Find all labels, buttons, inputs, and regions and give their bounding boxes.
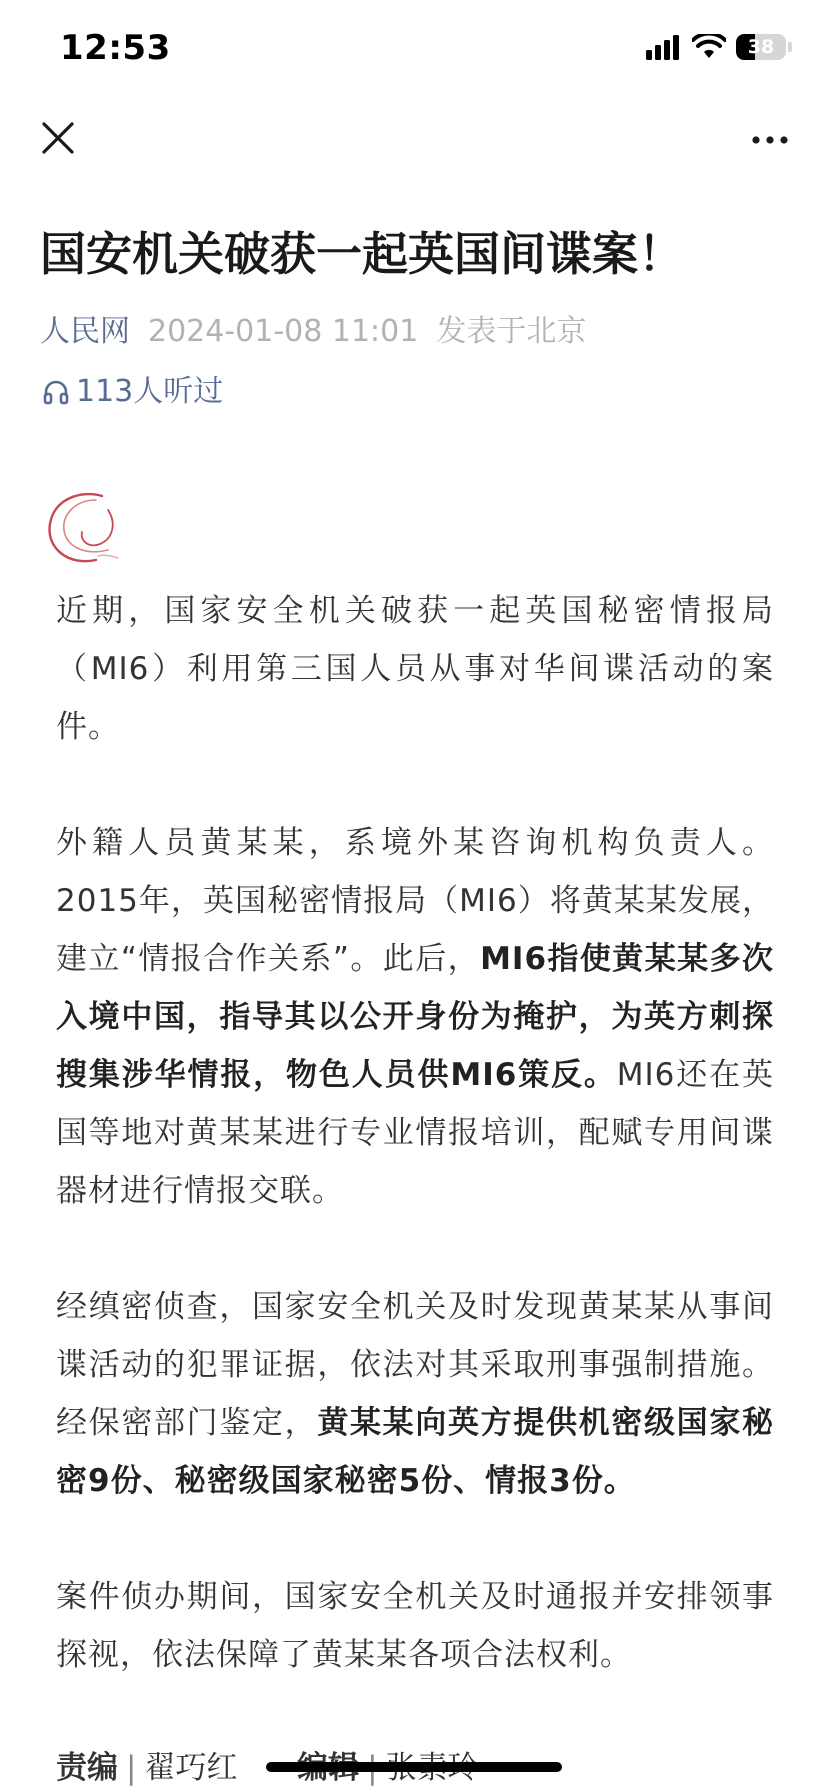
paragraph-text: 近期，国家安全机关破获一起英国秘密情报局（MI6）利用第三国人员从事对华间谍活动的案件。 — [56, 593, 774, 745]
paragraph-text: 外籍人员黄某某，系境外某咨询机构负责人。2015年，英国秘密情报局（MI6）将黄某某发展，建立“情报合作关系”。此后， — [56, 825, 774, 977]
battery-icon — [736, 34, 786, 60]
paragraph-text: 经缜密侦查，国家安全机关及时发现黄某某从事间谍活动的犯罪证据，依法对其采取刑事强制措施。经保密部门鉴定， — [56, 1289, 774, 1441]
source-logo — [42, 486, 126, 570]
article-date: 2024-01-08 11:01 — [148, 314, 419, 349]
close-icon — [36, 116, 80, 160]
paragraph-bold-text: 黄某某向英方提供机密级国家秘密9份、秘密级国家秘密5份、情报3份。 — [56, 1405, 775, 1499]
editor-label: 责编 — [56, 1750, 118, 1786]
status-bar — [0, 0, 828, 100]
editor-name: 翟巧红 — [144, 1750, 238, 1786]
paragraph-bold-text: MI6指使黄某某多次入境中国，指导其以公开身份为掩护，为英方刺探搜集涉华情报，物色人员供MI6策反。 — [56, 941, 775, 1093]
article-paragraph — [56, 814, 774, 1220]
headphones-icon — [42, 378, 70, 406]
more-button[interactable] — [748, 118, 792, 162]
listen-count-button[interactable] — [42, 372, 223, 412]
credit-separator: | — [126, 1750, 137, 1786]
paragraph-text: 案件侦办期间，国家安全机关及时通报并安排领事探视，依法保障了黄某某各项合法权利。 — [56, 1579, 774, 1673]
article-source-link[interactable]: 人民网 — [40, 314, 130, 349]
article-paragraph — [56, 1568, 774, 1684]
article-meta — [40, 312, 800, 352]
article-body — [56, 582, 774, 1742]
article-title: 国安机关破获一起英国间谍案！ — [40, 227, 684, 281]
more-icon — [748, 118, 792, 162]
status-time: 12:53 — [60, 28, 171, 68]
paragraph-text: MI6还在英国等地对黄某某进行专业情报培训，配赋专用间谍器材进行情报交联。 — [56, 1057, 774, 1209]
close-button[interactable] — [36, 116, 80, 160]
battery-level: 38 — [747, 36, 775, 58]
article-paragraph — [56, 1278, 774, 1510]
status-icons — [646, 34, 792, 60]
listen-count: 113人听过 — [76, 374, 224, 409]
article-location: 发表于北京 — [436, 314, 587, 349]
article-paragraph — [56, 582, 774, 756]
home-indicator[interactable] — [266, 1762, 562, 1772]
signal-icon — [646, 34, 682, 60]
battery-tip — [788, 42, 792, 52]
wifi-icon — [692, 34, 726, 60]
